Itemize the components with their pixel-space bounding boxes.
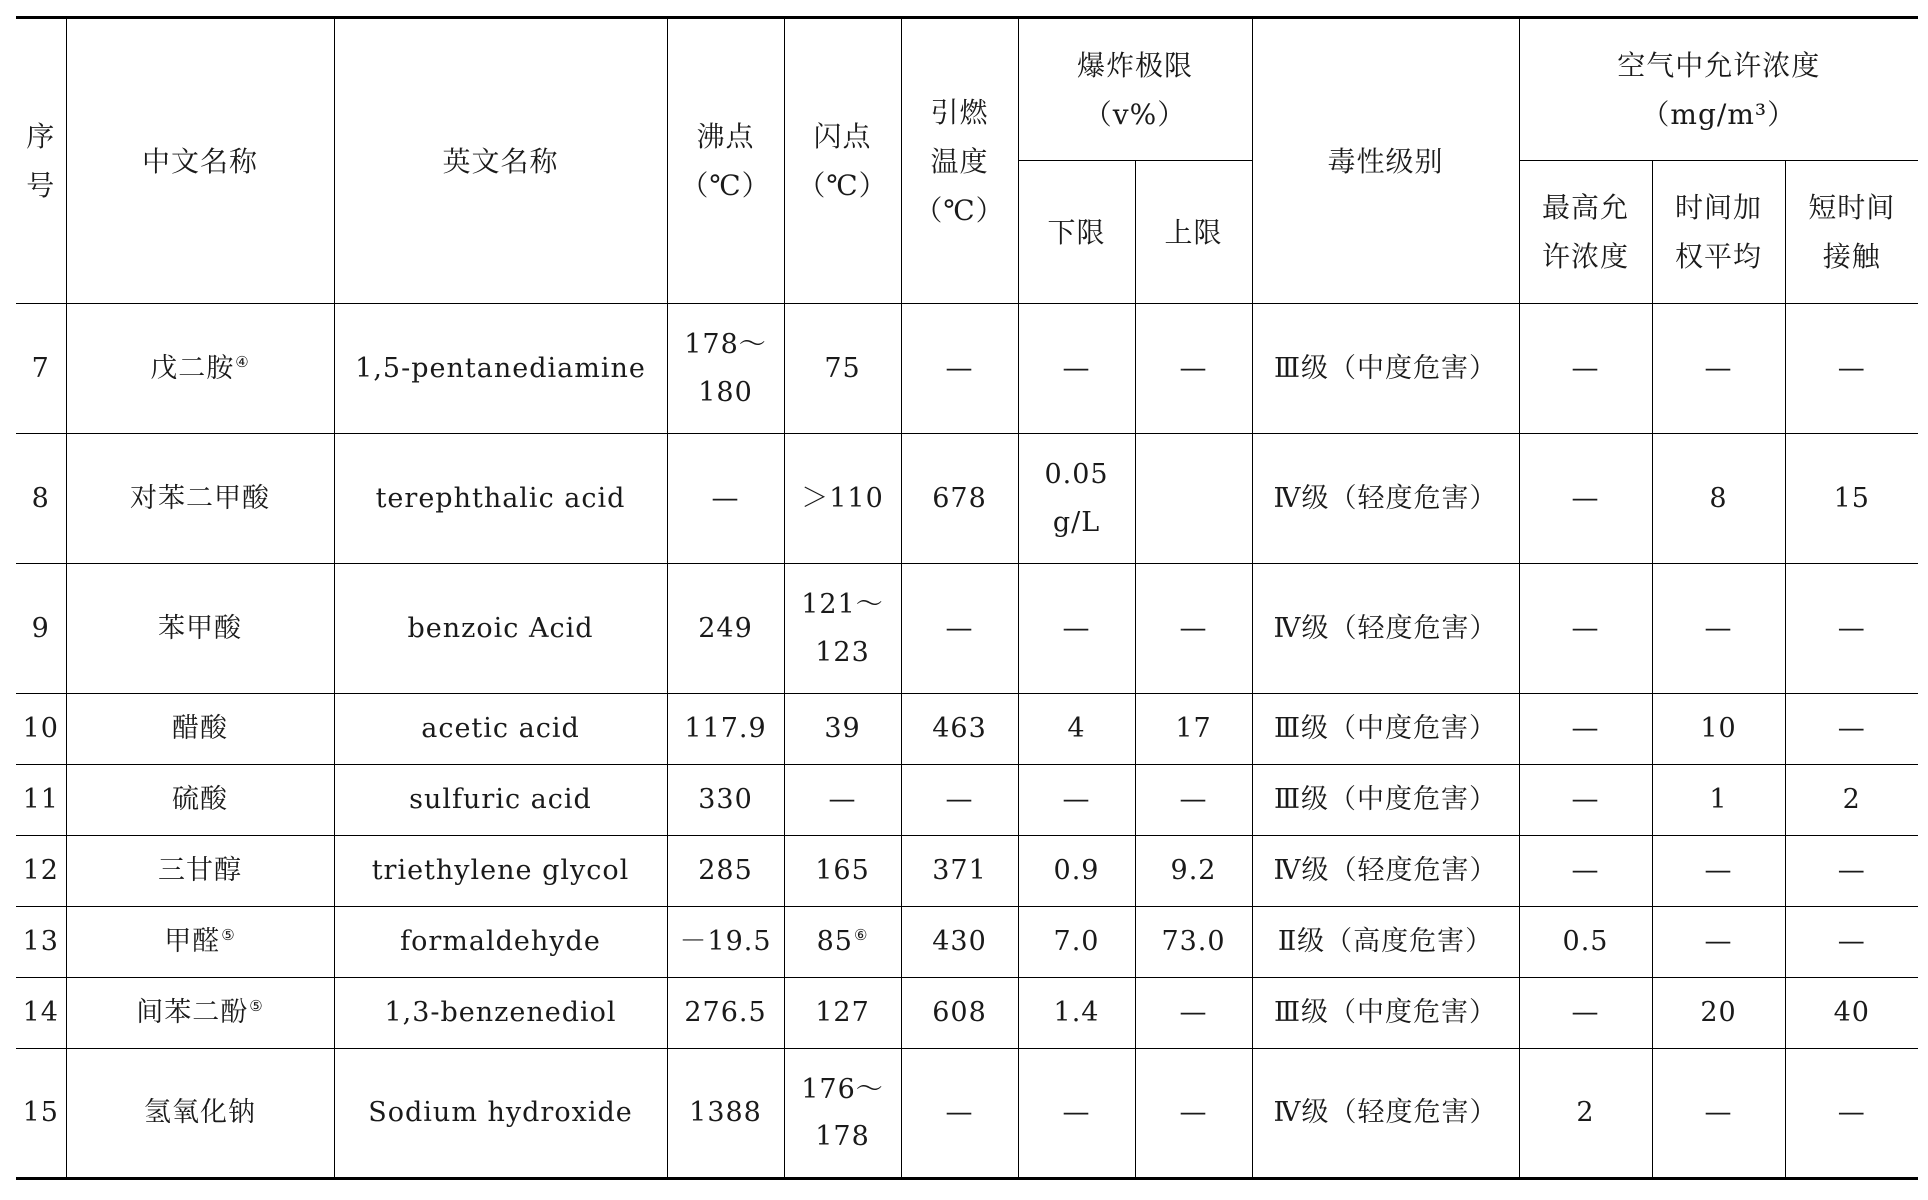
cell-upper-limit: — (1135, 304, 1252, 434)
cell-boiling-point-line: －19.5 (679, 926, 772, 958)
cell-ignition-temp: — (901, 1049, 1018, 1179)
table-body (16, 304, 1918, 1179)
cell-boiling-point (667, 907, 784, 978)
header-lower-limit: 下限 (1018, 161, 1135, 304)
cell-flash-point (784, 765, 901, 836)
cell-max-conc: 0.5 (1519, 907, 1652, 978)
header-flash-point: 闪点 （℃） (784, 18, 901, 304)
cell-flash-point (784, 694, 901, 765)
cell-flash-point-line: 176～ (801, 1073, 884, 1105)
cell-en-name: sulfuric acid (334, 765, 667, 836)
cell-ignition-temp: 430 (901, 907, 1018, 978)
cell-twa: — (1652, 836, 1785, 907)
cell-flash-point (784, 1049, 901, 1179)
header-stel: 短时间 接触 (1785, 161, 1918, 304)
cell-boiling-point (667, 564, 784, 694)
cell-lower-limit (1018, 836, 1135, 907)
cell-boiling-point (667, 434, 784, 564)
cell-no: 9 (16, 564, 66, 694)
table-row (16, 1049, 1918, 1179)
cell-lower-limit (1018, 907, 1135, 978)
header-explosive-limit: 爆炸极限 （v%） (1018, 18, 1252, 161)
cell-stel: — (1785, 836, 1918, 907)
cell-cn-name (66, 907, 334, 978)
cell-stel: 40 (1785, 978, 1918, 1049)
cell-boiling-point (667, 304, 784, 434)
cell-flash-point-line: 165 (815, 855, 870, 887)
header-no: 序 号 (16, 18, 66, 304)
cell-lower-limit-line: 7.0 (1053, 926, 1100, 958)
cell-lower-limit-line: 0.05 (1044, 459, 1109, 491)
header-cn-name: 中文名称 (66, 18, 334, 304)
header-upper-limit: 上限 (1135, 161, 1252, 304)
cell-stel: — (1785, 564, 1918, 694)
cell-twa: — (1652, 1049, 1785, 1179)
cell-ignition-temp: 608 (901, 978, 1018, 1049)
cell-flash-point-line: 123 (815, 636, 870, 668)
cell-boiling-point-line: — (711, 482, 740, 514)
cell-lower-limit-line: 0.9 (1053, 855, 1100, 887)
cell-toxicity: Ⅳ级（轻度危害） (1252, 1049, 1519, 1179)
cell-lower-limit-line: — (1062, 1097, 1091, 1129)
cell-lower-limit (1018, 1049, 1135, 1179)
cell-flash-point (784, 434, 901, 564)
chemical-properties-table (16, 16, 1918, 1180)
cell-lower-limit-line: — (1062, 784, 1091, 816)
cell-max-conc: — (1519, 694, 1652, 765)
cell-max-conc: — (1519, 434, 1652, 564)
cell-stel: 2 (1785, 765, 1918, 836)
cell-no: 11 (16, 765, 66, 836)
cell-cn-name (66, 1049, 334, 1179)
cell-lower-limit (1018, 304, 1135, 434)
cell-twa: 20 (1652, 978, 1785, 1049)
table-row (16, 434, 1918, 564)
cell-upper-limit: 9.2 (1135, 836, 1252, 907)
cell-max-conc: — (1519, 836, 1652, 907)
cell-en-name: triethylene glycol (334, 836, 667, 907)
header-toxicity: 毒性级别 (1252, 18, 1519, 304)
cell-toxicity: Ⅲ级（中度危害） (1252, 304, 1519, 434)
cell-cn-name-text: 氢氧化钠 (144, 1097, 256, 1129)
cell-stel: — (1785, 907, 1918, 978)
cell-boiling-point (667, 836, 784, 907)
cell-upper-limit: — (1135, 765, 1252, 836)
cell-twa: 1 (1652, 765, 1785, 836)
cell-toxicity: Ⅳ级（轻度危害） (1252, 434, 1519, 564)
cell-flash-point-line: 127 (815, 997, 870, 1029)
cell-lower-limit (1018, 694, 1135, 765)
cell-boiling-point-line: 249 (698, 612, 753, 644)
footnote-marker: ⑤ (249, 997, 264, 1016)
table-row (16, 907, 1918, 978)
cell-flash-point (784, 564, 901, 694)
cell-cn-name (66, 765, 334, 836)
cell-cn-name-text: 间苯二酚 (136, 997, 249, 1029)
cell-twa: — (1652, 907, 1785, 978)
cell-boiling-point-line: 180 (698, 376, 753, 408)
header-max-conc: 最高允 许浓度 (1519, 161, 1652, 304)
cell-flash-point-text: 85 (816, 926, 853, 958)
cell-boiling-point-line: 1388 (689, 1097, 762, 1129)
cell-boiling-point-line: 285 (698, 855, 753, 887)
cell-no: 15 (16, 1049, 66, 1179)
cell-toxicity: Ⅳ级（轻度危害） (1252, 836, 1519, 907)
footnote-marker: ④ (235, 352, 250, 371)
cell-stel: — (1785, 694, 1918, 765)
cell-stel: 15 (1785, 434, 1918, 564)
cell-lower-limit (1018, 765, 1135, 836)
cell-upper-limit: 17 (1135, 694, 1252, 765)
cell-boiling-point (667, 765, 784, 836)
cell-toxicity: Ⅳ级（轻度危害） (1252, 564, 1519, 694)
cell-upper-limit: — (1135, 978, 1252, 1049)
header-boiling-point: 沸点 （℃） (667, 18, 784, 304)
cell-max-conc: — (1519, 978, 1652, 1049)
header-ignition-temp: 引燃 温度 （℃） (901, 18, 1018, 304)
cell-cn-name-text: 醋酸 (172, 713, 228, 745)
cell-no: 14 (16, 978, 66, 1049)
cell-flash-point-line: 178 (815, 1121, 870, 1152)
cell-toxicity: Ⅲ级（中度危害） (1252, 765, 1519, 836)
cell-no: 13 (16, 907, 66, 978)
cell-twa: — (1652, 304, 1785, 434)
cell-twa: — (1652, 564, 1785, 694)
cell-no: 7 (16, 304, 66, 434)
cell-cn-name-text: 硫酸 (172, 784, 228, 816)
footnote-marker: ⑤ (221, 926, 236, 945)
cell-flash-point (784, 907, 901, 978)
cell-flash-point-line: 39 (824, 713, 861, 745)
cell-max-conc: — (1519, 304, 1652, 434)
cell-stel: — (1785, 304, 1918, 434)
cell-boiling-point-line: 330 (698, 784, 753, 816)
cell-upper-limit: 73.0 (1135, 907, 1252, 978)
cell-boiling-point (667, 978, 784, 1049)
cell-ignition-temp: — (901, 765, 1018, 836)
cell-flash-point-line: 75 (824, 352, 861, 384)
cell-no: 8 (16, 434, 66, 564)
cell-lower-limit-line: g/L (1052, 506, 1101, 538)
cell-en-name: 1,5-pentanediamine (334, 304, 667, 434)
cell-no: 12 (16, 836, 66, 907)
table-row (16, 978, 1918, 1049)
cell-cn-name-text: 三甘醇 (158, 855, 242, 887)
cell-lower-limit (1018, 434, 1135, 564)
cell-flash-point (784, 304, 901, 434)
table-row (16, 304, 1918, 434)
header-en-name: 英文名称 (334, 18, 667, 304)
cell-lower-limit-line: 4 (1067, 713, 1086, 745)
cell-ignition-temp: — (901, 304, 1018, 434)
cell-boiling-point (667, 1049, 784, 1179)
cell-cn-name-text: 对苯二甲酸 (130, 482, 270, 514)
cell-upper-limit: — (1135, 1049, 1252, 1179)
header-row-1 (16, 18, 1918, 161)
header-air-concentration: 空气中允许浓度 （mg/m³） (1519, 18, 1918, 161)
footnote-marker: ⑥ (853, 926, 869, 945)
cell-flash-point-line: — (828, 784, 857, 816)
cell-boiling-point-line: 276.5 (684, 997, 767, 1029)
cell-lower-limit-line: — (1062, 352, 1091, 384)
cell-flash-point-line: 121～ (801, 589, 884, 621)
cell-cn-name (66, 434, 334, 564)
cell-cn-name-text: 戊二胺 (150, 352, 235, 384)
cell-ignition-temp: 678 (901, 434, 1018, 564)
cell-twa: 10 (1652, 694, 1785, 765)
cell-lower-limit-line: — (1062, 612, 1091, 644)
cell-toxicity: Ⅲ级（中度危害） (1252, 978, 1519, 1049)
cell-boiling-point-line: 117.9 (684, 713, 767, 745)
cell-upper-limit (1135, 434, 1252, 564)
cell-en-name: Sodium hydroxide (334, 1049, 667, 1179)
cell-en-name: formaldehyde (334, 907, 667, 978)
cell-cn-name-text: 苯甲酸 (158, 612, 242, 644)
cell-upper-limit: — (1135, 564, 1252, 694)
table-row (16, 765, 1918, 836)
cell-flash-point-line: ＞110 (801, 482, 884, 514)
cell-en-name: 1,3-benzenediol (334, 978, 667, 1049)
cell-stel: — (1785, 1049, 1918, 1179)
cell-boiling-point (667, 694, 784, 765)
table-row (16, 836, 1918, 907)
table-header (16, 18, 1918, 304)
cell-cn-name-text: 甲醛 (164, 926, 221, 958)
cell-twa: 8 (1652, 434, 1785, 564)
cell-max-conc: — (1519, 564, 1652, 694)
cell-boiling-point-line: 178～ (684, 329, 767, 361)
table-row (16, 564, 1918, 694)
cell-max-conc: — (1519, 765, 1652, 836)
cell-ignition-temp: — (901, 564, 1018, 694)
cell-en-name: acetic acid (334, 694, 667, 765)
cell-cn-name (66, 694, 334, 765)
cell-en-name: terephthalic acid (334, 434, 667, 564)
table-row (16, 694, 1918, 765)
cell-en-name: benzoic Acid (334, 564, 667, 694)
cell-toxicity: Ⅱ级（高度危害） (1252, 907, 1519, 978)
cell-cn-name (66, 978, 334, 1049)
cell-ignition-temp: 463 (901, 694, 1018, 765)
cell-cn-name (66, 304, 334, 434)
cell-max-conc: 2 (1519, 1049, 1652, 1179)
cell-flash-point (784, 978, 901, 1049)
cell-cn-name (66, 564, 334, 694)
cell-flash-point (784, 836, 901, 907)
cell-lower-limit (1018, 978, 1135, 1049)
header-twa: 时间加 权平均 (1652, 161, 1785, 304)
cell-lower-limit (1018, 564, 1135, 694)
cell-ignition-temp: 371 (901, 836, 1018, 907)
cell-no: 10 (16, 694, 66, 765)
cell-cn-name (66, 836, 334, 907)
cell-toxicity: Ⅲ级（中度危害） (1252, 694, 1519, 765)
cell-lower-limit-line: 1.4 (1053, 997, 1100, 1029)
